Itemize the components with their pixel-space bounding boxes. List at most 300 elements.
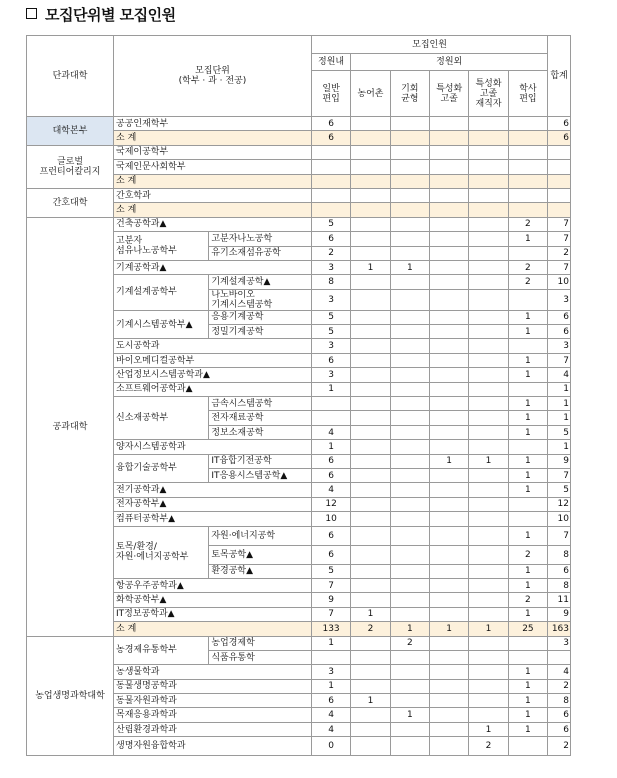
header-college: 단과대학: [27, 36, 114, 117]
count-cell: [429, 512, 468, 526]
count-cell: 1: [508, 665, 547, 679]
total-cell: 10: [548, 275, 571, 289]
count-cell: [469, 636, 508, 650]
count-cell: [351, 679, 390, 693]
count-cell: 133: [311, 622, 350, 636]
major-name: 토목공학▲: [209, 545, 312, 564]
square-bullet-icon: [26, 8, 37, 19]
count-cell: [351, 722, 390, 736]
total-cell: 7: [548, 217, 571, 231]
total-cell: 1: [548, 411, 571, 425]
count-cell: [508, 174, 547, 188]
major-name: 고분자나노공학: [209, 232, 312, 246]
unit-name: 바이오메디컬공학부: [114, 353, 312, 367]
count-cell: [351, 564, 390, 578]
unit-name: 신소재공학부: [114, 397, 209, 440]
count-cell: 1: [508, 353, 547, 367]
count-cell: [469, 397, 508, 411]
count-cell: [469, 325, 508, 339]
count-cell: [469, 468, 508, 482]
major-name: 나노바이오 기계시스템공학: [209, 289, 312, 310]
count-cell: [351, 737, 390, 756]
count-cell: 1: [508, 325, 547, 339]
total-cell: 1: [548, 440, 571, 454]
total-cell: 6: [548, 310, 571, 324]
count-cell: [429, 382, 468, 396]
total-cell: 7: [548, 468, 571, 482]
count-cell: 1: [311, 636, 350, 650]
count-cell: [469, 368, 508, 382]
header-in: 정원내: [311, 54, 350, 71]
count-cell: [429, 665, 468, 679]
count-cell: [390, 174, 429, 188]
count-cell: [508, 512, 547, 526]
count-cell: 1: [508, 722, 547, 736]
count-cell: [351, 636, 390, 650]
count-cell: [390, 217, 429, 231]
unit-name: 융합기술공학부: [114, 454, 209, 483]
unit-name: 기계공학과▲: [114, 260, 312, 274]
major-name: 정보소재공학: [209, 425, 312, 439]
header-rural: 농어촌: [351, 71, 390, 117]
count-cell: 6: [311, 454, 350, 468]
count-cell: 5: [311, 310, 350, 324]
count-cell: 2: [508, 260, 547, 274]
count-cell: [508, 188, 547, 202]
count-cell: 1: [508, 310, 547, 324]
count-cell: 6: [311, 117, 350, 131]
total-cell: 6: [548, 325, 571, 339]
count-cell: [429, 497, 468, 511]
count-cell: [311, 188, 350, 202]
count-cell: [390, 468, 429, 482]
total-cell: 7: [548, 353, 571, 367]
count-cell: [351, 397, 390, 411]
unit-name: 동물자원과학과: [114, 694, 312, 708]
count-cell: 1: [351, 260, 390, 274]
count-cell: [429, 397, 468, 411]
total-cell: [548, 174, 571, 188]
total-cell: 3: [548, 636, 571, 650]
count-cell: [429, 289, 468, 310]
count-cell: [390, 397, 429, 411]
count-cell: 5: [311, 325, 350, 339]
total-cell: 3: [548, 289, 571, 310]
count-cell: [469, 545, 508, 564]
major-name: 농업경제학: [209, 636, 312, 650]
count-cell: [469, 382, 508, 396]
count-cell: [469, 411, 508, 425]
count-cell: [469, 260, 508, 274]
count-cell: [351, 497, 390, 511]
count-cell: 2: [311, 246, 350, 260]
count-cell: [429, 260, 468, 274]
count-cell: [469, 497, 508, 511]
count-cell: [390, 411, 429, 425]
count-cell: 2: [390, 636, 429, 650]
count-cell: 5: [311, 217, 350, 231]
total-cell: 9: [548, 607, 571, 621]
count-cell: [311, 411, 350, 425]
subtotal-label: 소 계: [114, 131, 312, 145]
count-cell: [390, 246, 429, 260]
count-cell: [390, 368, 429, 382]
count-cell: [311, 145, 350, 159]
college-cell: 글로벌 프런티어칼리지: [27, 145, 114, 188]
total-cell: 7: [548, 232, 571, 246]
count-cell: [469, 526, 508, 545]
count-cell: [508, 440, 547, 454]
count-cell: [429, 526, 468, 545]
count-cell: [429, 353, 468, 367]
count-cell: 25: [508, 622, 547, 636]
unit-name: 화학공학부▲: [114, 593, 312, 607]
count-cell: [469, 188, 508, 202]
count-cell: [508, 131, 547, 145]
count-cell: [429, 425, 468, 439]
count-cell: [390, 203, 429, 217]
count-cell: [469, 440, 508, 454]
count-cell: [311, 160, 350, 174]
count-cell: 4: [311, 708, 350, 722]
count-cell: [429, 440, 468, 454]
count-cell: [469, 593, 508, 607]
count-cell: [469, 708, 508, 722]
count-cell: [351, 483, 390, 497]
unit-name: 공공인재학부: [114, 117, 312, 131]
count-cell: 1: [508, 425, 547, 439]
count-cell: 1: [469, 454, 508, 468]
count-cell: [351, 174, 390, 188]
count-cell: 1: [390, 260, 429, 274]
count-cell: [390, 160, 429, 174]
total-cell: 163: [548, 622, 571, 636]
count-cell: [508, 160, 547, 174]
count-cell: [390, 339, 429, 353]
count-cell: [429, 694, 468, 708]
total-cell: 12: [548, 497, 571, 511]
count-cell: [429, 679, 468, 693]
count-cell: 1: [311, 382, 350, 396]
count-cell: [429, 310, 468, 324]
total-cell: 2: [548, 679, 571, 693]
count-cell: [351, 440, 390, 454]
count-cell: [351, 246, 390, 260]
unit-name: 국제이공학부: [114, 145, 312, 159]
unit-name: 전자공학부▲: [114, 497, 312, 511]
count-cell: 3: [311, 339, 350, 353]
count-cell: 8: [311, 275, 350, 289]
count-cell: [429, 275, 468, 289]
count-cell: [390, 454, 429, 468]
count-cell: [351, 545, 390, 564]
count-cell: [429, 650, 468, 664]
count-cell: [429, 131, 468, 145]
count-cell: 2: [469, 737, 508, 756]
total-cell: 3: [548, 339, 571, 353]
count-cell: [351, 468, 390, 482]
count-cell: [469, 339, 508, 353]
count-cell: [390, 564, 429, 578]
count-cell: 4: [311, 425, 350, 439]
count-cell: 3: [311, 260, 350, 274]
count-cell: 6: [311, 353, 350, 367]
total-cell: [548, 160, 571, 174]
count-cell: [351, 160, 390, 174]
count-cell: [390, 382, 429, 396]
count-cell: [469, 160, 508, 174]
count-cell: [469, 665, 508, 679]
count-cell: [390, 353, 429, 367]
subtotal-label: 소 계: [114, 622, 312, 636]
count-cell: [390, 593, 429, 607]
unit-name: 건축공학과▲: [114, 217, 312, 231]
count-cell: [390, 275, 429, 289]
count-cell: [351, 665, 390, 679]
total-cell: 7: [548, 260, 571, 274]
major-name: 환경공학▲: [209, 564, 312, 578]
table-row: [27, 117, 571, 131]
count-cell: [390, 497, 429, 511]
count-cell: 6: [311, 545, 350, 564]
count-cell: [311, 174, 350, 188]
count-cell: [469, 310, 508, 324]
count-cell: [351, 454, 390, 468]
count-cell: [508, 737, 547, 756]
major-name: 응용기계공학: [209, 310, 312, 324]
header-quota: 모집인원: [311, 36, 547, 54]
count-cell: [429, 117, 468, 131]
count-cell: [390, 512, 429, 526]
count-cell: 1: [508, 564, 547, 578]
header-balance: 기회 균형: [390, 71, 429, 117]
count-cell: 1: [508, 694, 547, 708]
major-name: 기계설계공학▲: [209, 275, 312, 289]
count-cell: [469, 203, 508, 217]
unit-name: 양자시스템공학과: [114, 440, 312, 454]
total-cell: 8: [548, 578, 571, 592]
count-cell: [351, 578, 390, 592]
total-cell: 6: [548, 131, 571, 145]
count-cell: [469, 425, 508, 439]
total-cell: 5: [548, 483, 571, 497]
header-general: 일반 편입: [311, 71, 350, 117]
count-cell: 1: [429, 454, 468, 468]
count-cell: [429, 145, 468, 159]
count-cell: 1: [508, 483, 547, 497]
count-cell: [469, 679, 508, 693]
count-cell: [351, 145, 390, 159]
count-cell: [351, 411, 390, 425]
count-cell: [429, 578, 468, 592]
count-cell: [351, 512, 390, 526]
header-unit: 모집단위 (학부 · 과 · 전공): [114, 36, 312, 117]
count-cell: 3: [311, 665, 350, 679]
count-cell: [390, 526, 429, 545]
count-cell: [390, 145, 429, 159]
unit-name: 간호학과: [114, 188, 312, 202]
count-cell: [351, 217, 390, 231]
total-cell: 9: [548, 454, 571, 468]
count-cell: 1: [390, 708, 429, 722]
count-cell: [429, 564, 468, 578]
count-cell: [390, 665, 429, 679]
major-name: IT응용시스템공학▲: [209, 468, 312, 482]
count-cell: 1: [508, 578, 547, 592]
table-body: [27, 117, 571, 756]
major-name: 식품유통학: [209, 650, 312, 664]
unit-name: 기계시스템공학부▲: [114, 310, 209, 339]
count-cell: [351, 131, 390, 145]
count-cell: 1: [311, 440, 350, 454]
count-cell: 3: [311, 289, 350, 310]
total-cell: 11: [548, 593, 571, 607]
count-cell: [508, 203, 547, 217]
unit-name: 산림환경과학과: [114, 722, 312, 736]
count-cell: 10: [311, 512, 350, 526]
count-cell: [429, 203, 468, 217]
count-cell: [429, 232, 468, 246]
count-cell: [469, 650, 508, 664]
unit-name: 도시공학과: [114, 339, 312, 353]
major-name: 전자재료공학: [209, 411, 312, 425]
major-name: 자원·에너지공학: [209, 526, 312, 545]
count-cell: [390, 737, 429, 756]
count-cell: [429, 246, 468, 260]
total-cell: 4: [548, 665, 571, 679]
count-cell: [390, 545, 429, 564]
total-cell: 1: [548, 397, 571, 411]
count-cell: 1: [508, 607, 547, 621]
college-cell: 공과대학: [27, 217, 114, 636]
count-cell: 2: [351, 622, 390, 636]
count-cell: [390, 650, 429, 664]
count-cell: [429, 737, 468, 756]
count-cell: 1: [351, 694, 390, 708]
count-cell: [469, 512, 508, 526]
header-total: 합계: [548, 36, 571, 117]
count-cell: [429, 368, 468, 382]
count-cell: [429, 339, 468, 353]
count-cell: [508, 339, 547, 353]
count-cell: 1: [508, 679, 547, 693]
count-cell: [429, 636, 468, 650]
count-cell: [469, 131, 508, 145]
total-cell: 8: [548, 694, 571, 708]
count-cell: [351, 117, 390, 131]
count-cell: 1: [469, 722, 508, 736]
count-cell: [351, 275, 390, 289]
count-cell: [351, 382, 390, 396]
count-cell: [351, 368, 390, 382]
count-cell: 5: [311, 564, 350, 578]
count-cell: [351, 353, 390, 367]
count-cell: 4: [311, 722, 350, 736]
count-cell: [429, 593, 468, 607]
total-cell: 10: [548, 512, 571, 526]
count-cell: [351, 289, 390, 310]
table-header: [27, 36, 571, 117]
unit-name: 농생물학과: [114, 665, 312, 679]
count-cell: 1: [390, 622, 429, 636]
count-cell: [469, 289, 508, 310]
unit-name: 컴퓨터공학부▲: [114, 512, 312, 526]
total-cell: 6: [548, 722, 571, 736]
total-cell: 6: [548, 117, 571, 131]
college-cell: 대학본부: [27, 117, 114, 146]
total-cell: 4: [548, 368, 571, 382]
college-cell: 간호대학: [27, 188, 114, 217]
subtotal-label: 소 계: [114, 203, 312, 217]
count-cell: 1: [508, 708, 547, 722]
count-cell: [390, 607, 429, 621]
unit-name: 기계설계공학부: [114, 275, 209, 310]
count-cell: [469, 607, 508, 621]
count-cell: 1: [508, 468, 547, 482]
count-cell: 6: [311, 694, 350, 708]
count-cell: [390, 694, 429, 708]
count-cell: [469, 217, 508, 231]
count-cell: [390, 188, 429, 202]
count-cell: [351, 593, 390, 607]
count-cell: [469, 117, 508, 131]
count-cell: [469, 694, 508, 708]
count-cell: 6: [311, 232, 350, 246]
count-cell: [429, 174, 468, 188]
unit-name: 국제인문사회학부: [114, 160, 312, 174]
count-cell: [351, 425, 390, 439]
unit-name: IT정보공학과▲: [114, 607, 312, 621]
total-cell: 7: [548, 526, 571, 545]
count-cell: [429, 217, 468, 231]
count-cell: [469, 353, 508, 367]
page-title: 모집단위별 모집인원: [26, 4, 176, 25]
count-cell: 6: [311, 468, 350, 482]
count-cell: 2: [508, 275, 547, 289]
count-cell: [351, 325, 390, 339]
major-name: IT융합기전공학: [209, 454, 312, 468]
table-row: [27, 188, 571, 202]
count-cell: [469, 578, 508, 592]
count-cell: 1: [508, 397, 547, 411]
count-cell: [508, 289, 547, 310]
count-cell: [429, 325, 468, 339]
subtotal-label: 소 계: [114, 174, 312, 188]
count-cell: 1: [469, 622, 508, 636]
count-cell: 2: [508, 545, 547, 564]
count-cell: [469, 564, 508, 578]
unit-name: 생명자원융합학과: [114, 737, 312, 756]
count-cell: [469, 232, 508, 246]
count-cell: [390, 289, 429, 310]
count-cell: 2: [508, 217, 547, 231]
table-row: [27, 217, 571, 231]
count-cell: 1: [508, 526, 547, 545]
count-cell: 1: [351, 607, 390, 621]
count-cell: [311, 397, 350, 411]
total-cell: [548, 188, 571, 202]
quota-table: [26, 35, 571, 756]
count-cell: [429, 545, 468, 564]
count-cell: [390, 578, 429, 592]
total-cell: 2: [548, 737, 571, 756]
count-cell: [469, 174, 508, 188]
total-cell: 2: [548, 246, 571, 260]
count-cell: 6: [311, 526, 350, 545]
count-cell: [429, 188, 468, 202]
total-cell: [548, 203, 571, 217]
count-cell: [429, 483, 468, 497]
